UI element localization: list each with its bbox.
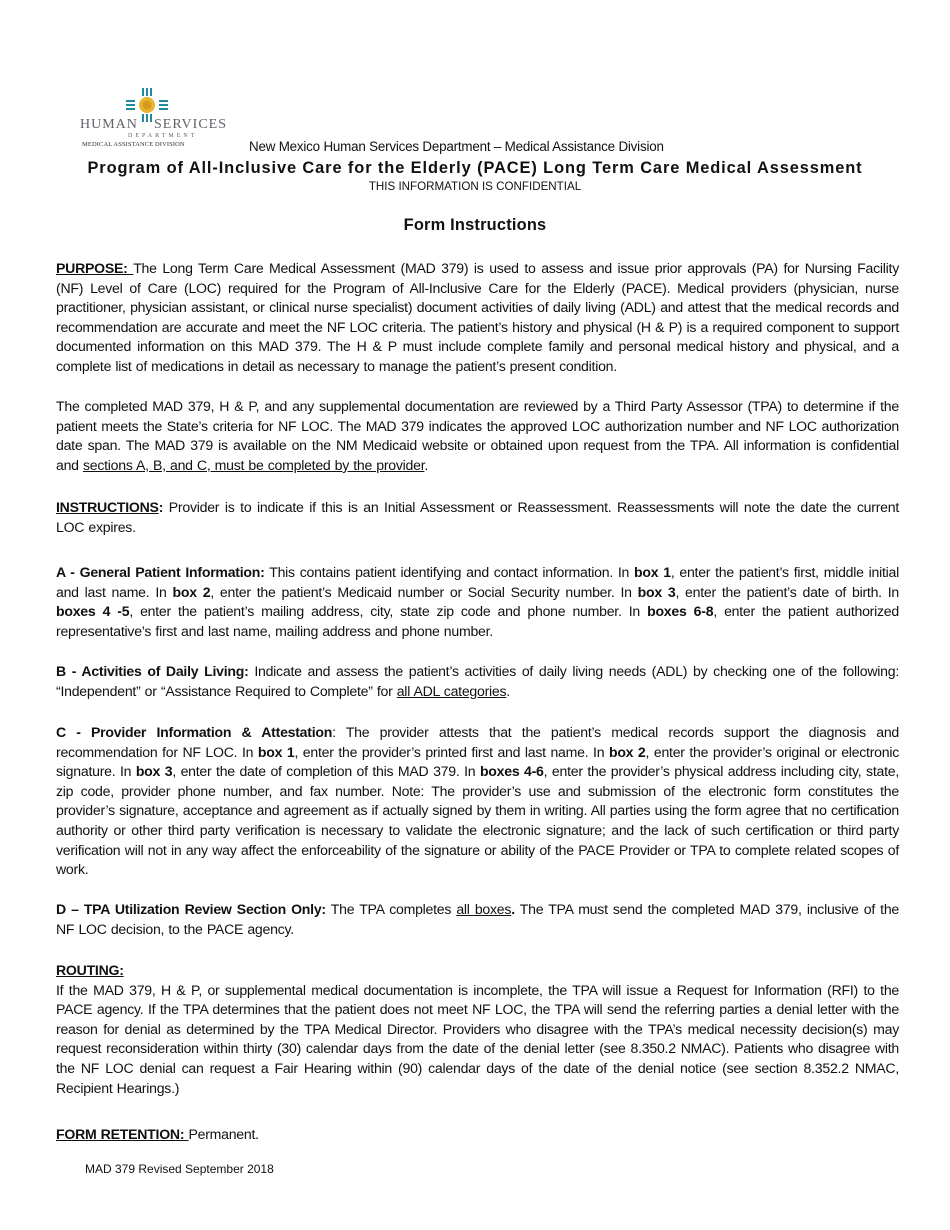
section-a-text: , enter the patient’s mailing address, city, state zip code and phone number. In [129,603,648,620]
section-c-box2: box 2 [608,743,646,760]
section-a-text: , enter the patient’s first, middle initial and last name. In [56,564,899,600]
section-a-box2: box 2 [172,583,211,600]
section-b-end: . [506,682,510,699]
section-c-box1: box 1 [257,743,295,760]
section-a-paragraph [56,563,899,641]
section-d-dot: . [511,901,515,917]
instructions-paragraph [56,498,899,537]
confidential-notice: THIS INFORMATION IS CONFIDENTIAL [368,180,582,193]
section-a-text: This contains patient identifying and contact information. In [264,564,635,580]
routing-paragraph [56,961,899,1098]
form-revision-footer: MAD 379 Revised September 2018 [85,1162,274,1176]
section-c-paragraph [56,723,899,880]
retention-text: Permanent. [188,1126,259,1142]
purpose-paragraph [56,259,899,377]
purpose-label: PURPOSE: [56,260,134,276]
section-d-underlined: all boxes [456,901,512,917]
section-a-boxes-4-5: boxes 4 -5 [56,603,130,620]
review-text: The completed MAD 379, H & P, and any supplemental documentation are reviewed by a Third Party Assessor (TPA) to determine if the patient meets the State’s criteria for NF LOC. The MAD 379 indicates the approved LOC authorization number and NF LOC authorization date span. The MAD 379 is available on the NM Medicaid website or obtained upon request from the TPA. All information is confidential and [56,398,899,473]
review-end: . [424,456,429,473]
logo-word-services: SERVICES [154,117,228,132]
section-a-boxes-6-8: boxes 6-8 [647,603,714,620]
form-instructions-heading: Form Instructions [403,216,547,234]
logo-department: DEPARTMENT [128,133,198,139]
section-a-text: , enter the patient’s date of birth. In [675,583,899,600]
section-c-box3: box 3 [135,763,173,780]
section-c-boxes-4-6: boxes 4-6 [479,763,544,780]
instructions-label: INSTRUCTIONS [56,499,159,515]
purpose-text: The Long Term Care Medical Assessment (MAD 379) is used to assess and issue prior approvals (PA) for Nursing Facility (NF) Level of Care (LOC) required for the Program of All-Inclusive Care for the Elderly (PACE). Medical providers (physician, nurse practitioner, physician assistant, or clinical nurse specialist) document activities of daily living (ADL) and attest that the medical records and recommendation are accurate and meet the NF LOC criteria. The patient’s history and physical (H & P) is a required component to support documented information on this MAD 379. The H & P must include complete family and personal medical history and physical, and a complete list of medications in detail as necessary to manage the patient’s present condition. [56,260,899,374]
logo-division: MEDICAL ASSISTANCE DIVISION [82,141,185,148]
review-underlined: sections A, B, and C, must be completed by the provider [82,456,425,473]
instructions-colon: : [158,499,164,515]
section-c-label: C - Provider Information & Attestation [56,724,333,740]
retention-paragraph [56,1125,899,1145]
section-b-paragraph [56,662,899,701]
section-c-text: , enter the date of completion of this MAD 379. In [172,763,480,780]
section-a-text: , enter the patient authorized representative’s first and last name, mailing address and phone number. [56,603,899,639]
section-d-text: The TPA must send the completed MAD 379, inclusive of the NF LOC decision, to the PACE agency. [56,901,900,937]
review-paragraph [56,397,899,475]
hsd-logo [80,88,228,150]
section-c-text: , enter the provider’s original or electronic signature. In [56,743,900,780]
section-d-label: D – TPA Utilization Review Section Only: [56,901,326,917]
section-c-text: , enter the provider’s printed first and last name. In [294,743,609,760]
section-d-paragraph [56,900,899,939]
section-b-label: B - Activities of Daily Living: [56,663,249,679]
section-a-text: , enter the patient’s Medicaid number or Social Security number. In [210,583,638,600]
retention-label: FORM RETENTION: [56,1126,189,1142]
section-a-box3: box 3 [637,583,676,600]
instructions-text: Provider is to indicate if this is an Initial Assessment or Reassessment. Reassessments will note the date the current LOC expires. [56,499,899,535]
document-title: Program of All-Inclusive Care for the Elderly (PACE) Long Term Care Medical Assessment [87,159,863,177]
section-b-text: Indicate and assess the patient’s activities of daily living needs (ADL) by checking one of the following: “Independent” or “Assistance Required to Complete” for [56,663,899,699]
section-a-box1: box 1 [634,564,671,580]
section-d-text: The TPA completes [325,901,457,917]
routing-text: If the MAD 379, H & P, or supplemental medical documentation is incomplete, the TPA will issue a Request for Information (RFI) to the PACE agency. If the TPA determines that the patient does not meet NF LOC, the TPA will send the referring parties a denial letter with the reason for denial as determined by the TPA Medical Director. Providers who disagree with the TPA’s medical necessity decision(s) may request reconsideration within thirty (30) calendar days from the date of the denial letter (see 8.350.2 NMAC). Patients who disagree with the NF LOC denial can request a Fair Hearing within (90) calendar days of the date of the denial notice (see section 8.352.2 NMAC, Recipient Hearings.) [56,981,899,1096]
logo-word-human: HUMAN [80,117,138,132]
routing-label: ROUTING: [56,962,124,978]
section-c-text: : The provider attests that the patient’s medical records support the diagnosis and recommendation for NF LOC. In [56,724,899,760]
section-a-label: A - General Patient Information: [56,564,265,580]
section-b-underlined: all ADL categories [396,682,507,699]
department-line: New Mexico Human Services Department – Medical Assistance Division [249,139,664,154]
section-c-text: , enter the provider’s physical address including city, state, zip code, provider phone number, and fax number. Note: The provider’s use and submission of the electronic form constitutes the provider’s signature, acceptance and agreement as if actually signed by them in writing. All parties using the form agree that no certification authority or other third party verification is necessary to validate the electronic signature; and the lack of such certification or third party verification will not in any way affect the enforceability of the signature or ability of the PACE Provider or TPA to complete related scopes of work. [56,763,899,878]
